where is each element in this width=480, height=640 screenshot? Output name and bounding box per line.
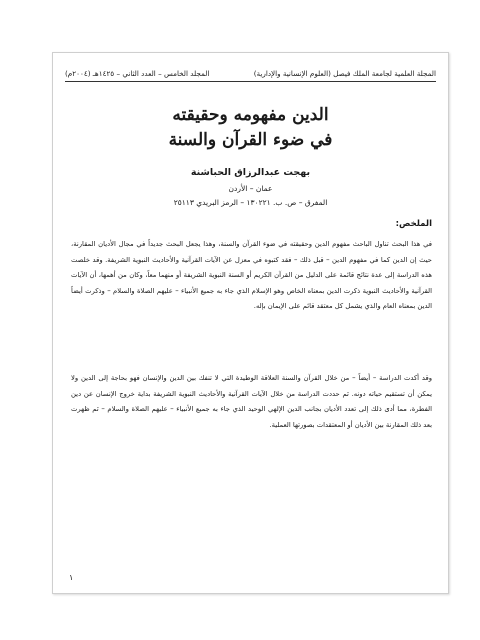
paper-title-line2: في ضوء القرآن والسنة: [168, 130, 333, 150]
header-rule: [65, 81, 436, 82]
author-location: عمان – الأردن: [228, 184, 273, 193]
abstract-paragraph-2: وقد أكدت الدراسة – أيضاً – من خلال القرآن والسنة العلاقة الوطيدة التي لا تنفك بين الدين والإنسان فهو بحاجة إلى الدين ولا يمكن أن تستقيم حياته دونه. ثم حددت الدراسة من خلال الآيات القرآنية والأحاديث النبوية الشريفة بداية خروج الإنسان عن دين الفطرة، مما أدى ذلك إلى تعدد الأديان بجانب الدين الإلهي الوحيد الذي جاء به جميع الأنبياء – عليهم الصلاة والسلام – ثم ظهرت بعد ذلك المقارنة بين الأديان أو المعتقدات بصورتها العملية.: [71, 374, 432, 429]
author-name: بهجت عبدالرزاق الحباشنة: [190, 167, 311, 178]
journal-name: المجلة العلمية لجامعة الملك فيصل (العلوم الإنسانية والإدارية): [253, 69, 436, 78]
abstract-heading: الملخص:: [395, 219, 432, 229]
author-address: المفرق – ص. ب. ١٣٠٢٢١ – الرمز البريدي ٢٥١١٣: [173, 198, 328, 207]
paper-title-line1: الدين مفهومه وحقيقته: [172, 105, 329, 125]
page-number: ١: [69, 573, 74, 582]
running-header: [65, 69, 436, 78]
volume-info: المجلد الخامس – العدد الثاني – ١٤٢٥هـ (٢٠٠٤م): [65, 69, 210, 78]
abstract-paragraph-1: في هذا البحث تناول الباحث مفهوم الدين وحقيقته في ضوء القرآن والسنة، وهذا يجعل البحث جديداً في مجال الأديان المقارنة، حيث إن الدين كما في مفهوم الدين – قبل ذلك – فقد كتبوه في معزل عن الآيات القرآنية والأحاديث النبوية الشريفة. وقد خلصت هذه الدراسة إلى عدة نتائج قائمة على الدليل من القرآن الكريم أو السنة النبوية الشريفة أو منهما معاً، وكان من أهمها، أن الآيات القرآنية والأحاديث النبوية ذكرت الدين بمعناه الخاص وهو الإسلام الذي جاء به جميع الأنبياء – عليهم الصلاة والسلام – وذكرت أيضاً الدين بمعناه العام والذي يشمل كل معتقد قائم على الإيمان بإله.: [71, 240, 432, 311]
document-page: [52, 52, 449, 594]
